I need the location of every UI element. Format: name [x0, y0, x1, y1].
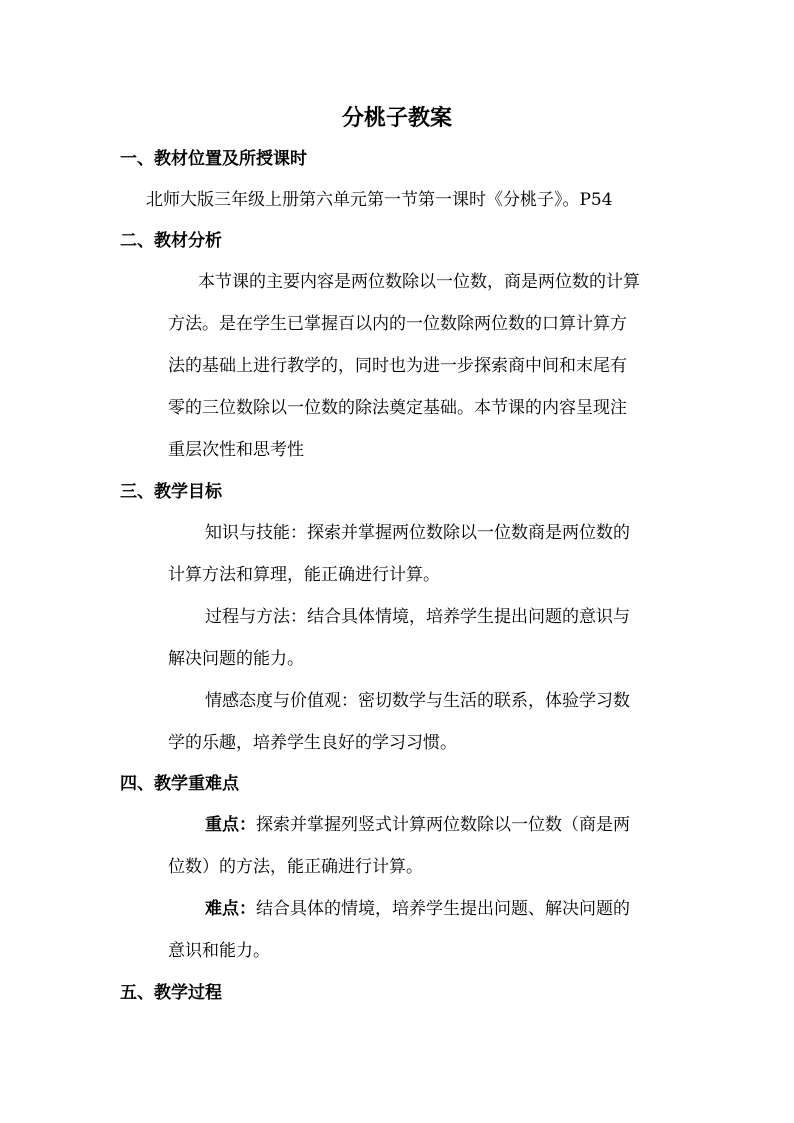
section-2-line-1: 本节课的主要内容是两位数除以一位数，商是两位数的计算: [198, 272, 640, 292]
key-point-text-1: 探索并掌握列竖式计算两位数除以一位数（商是两: [256, 815, 630, 835]
section-heading-4: 四、教学重难点: [120, 774, 239, 794]
section-2-line-5: 重层次性和思考性: [168, 440, 304, 460]
section-3-line-5: 情感态度与价值观：密切数学与生活的联系，体验学习数: [205, 691, 630, 711]
section-3-line-3: 过程与方法：结合具体情境，培养学生提出问题的意识与: [205, 607, 630, 627]
document-title: 分桃子教案: [341, 105, 452, 131]
section-1-line-1: 北师大版三年级上册第六单元第一节第一课时《分桃子》。P54: [146, 190, 613, 210]
section-heading-2: 二、教材分析: [120, 231, 222, 251]
difficult-point-label: 难点：: [205, 899, 256, 919]
difficult-point-line-2: 意识和能力。: [168, 941, 270, 961]
difficult-point-line-1: [205, 896, 630, 922]
difficult-point-text-1: 结合具体的情境，培养学生提出问题、解决问题的: [256, 899, 630, 919]
section-heading-3: 三、教学目标: [120, 482, 222, 502]
key-point-line-2: 位数）的方法，能正确进行计算。: [168, 857, 423, 877]
section-2-line-4: 零的三位数除以一位数的除法奠定基础。本节课的内容呈现注: [168, 398, 627, 418]
section-heading-1: 一、教材位置及所授课时: [120, 149, 307, 169]
section-2-line-3: 法的基础上进行教学的，同时也为进一步探索商中间和末尾有: [168, 356, 627, 376]
key-point-line-1: [205, 812, 630, 838]
section-3-line-4: 解决问题的能力。: [168, 649, 304, 669]
section-heading-5: 五、教学过程: [120, 983, 222, 1003]
section-3-line-6: 学的乐趣，培养学生良好的学习习惯。: [168, 733, 457, 753]
section-2-line-2: 方法。是在学生已掌握百以内的一位数除两位数的口算计算方: [168, 314, 627, 334]
section-3-line-1: 知识与技能：探索并掌握两位数除以一位数商是两位数的: [205, 523, 630, 543]
key-point-label: 重点：: [205, 815, 256, 835]
section-3-line-2: 计算方法和算理，能正确进行计算。: [168, 565, 440, 585]
